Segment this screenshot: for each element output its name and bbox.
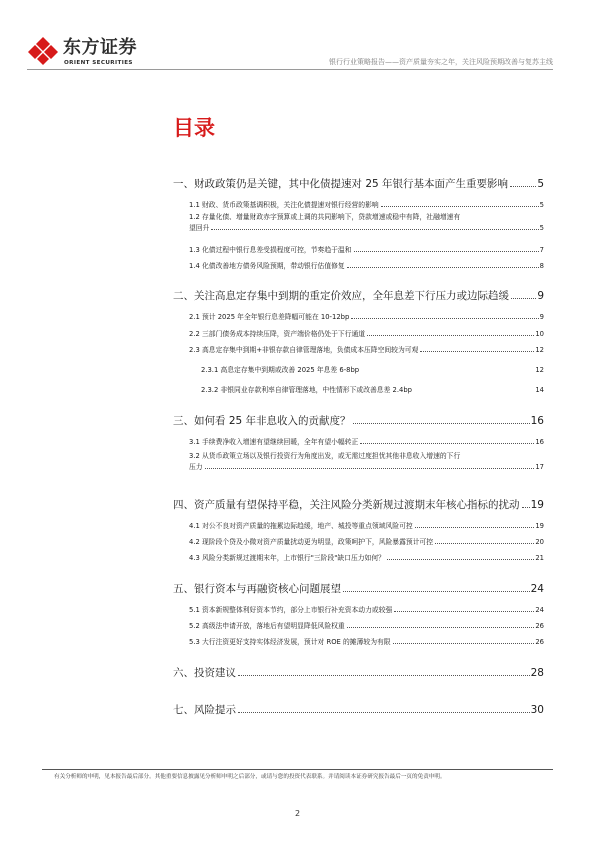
toc-entry-text: 1.4 化债改善地方债务风险预期，带动银行估值修复 (189, 262, 345, 270)
toc-entry-section-7[interactable] (173, 704, 544, 717)
toc-leader-dots (522, 507, 530, 508)
toc-leader-dots (387, 559, 534, 560)
toc-entry-section-1[interactable] (173, 178, 544, 191)
toc-entry-section-6[interactable] (173, 667, 544, 680)
toc-entry-page: 16 (530, 415, 544, 427)
toc-entry-text: 2.3.1 高息定存集中到期或改善 2025 年息差 6-8bp (201, 366, 360, 374)
toc-entry-page: 24 (535, 606, 544, 614)
toc-leader-dots (393, 643, 535, 644)
toc-leader-dots (238, 712, 530, 713)
toc-entry-page: 10 (535, 330, 544, 338)
toc-entry-1-4[interactable] (189, 262, 544, 271)
toc-entry-1-3[interactable] (189, 246, 544, 255)
toc-entry-1-2[interactable] (189, 212, 544, 234)
orient-securities-logo-icon (27, 36, 59, 66)
toc-leader-dots (351, 318, 538, 319)
toc-leader-dots (415, 527, 535, 528)
toc-entry-page: 28 (530, 667, 544, 679)
toc-entry-page: 17 (535, 463, 544, 471)
toc-entry-section-4[interactable] (173, 499, 544, 512)
toc-entry-5-1[interactable] (189, 606, 544, 615)
toc-entry-text: 四、资产质量有望保持平稳，关注风险分类新规过渡期末年核心指标的扰动 (173, 499, 520, 511)
toc-entry-3-2[interactable] (189, 451, 544, 473)
toc-entry-page: 26 (535, 622, 544, 630)
toc-entry-text: 2.3 高息定存集中到期+非银存款自律管理落地，负债成本压降空间较为可观 (189, 346, 419, 354)
toc-entry-page: 19 (535, 522, 544, 530)
toc-entry-text: 五、银行资本与再融资核心问题展望 (173, 583, 341, 595)
toc-entry-text: 5.2 高级法申请开放，落地后有望明显降低风险权重 (189, 622, 345, 630)
toc-entry-2-3[interactable] (189, 346, 544, 355)
toc-entry-page: 5 (537, 178, 544, 190)
header-divider (27, 69, 553, 70)
toc-entry-text: 二、关注高息定存集中到期的重定价效应，全年息差下行压力或边际趋缓 (173, 290, 509, 302)
toc-entry-2-1[interactable] (189, 313, 544, 322)
toc-entry-1-1[interactable] (189, 201, 544, 210)
toc-entry-text-line-1: 3.2 从货币政策立场以及银行投资行为角度出发，或无需过度担忧其他非息收入增速的下行 (189, 452, 461, 460)
toc-entry-text: 一、财政政策仍是关键，其中化债提速对 25 年银行基本面产生重要影响 (173, 178, 509, 190)
toc-entry-3-1[interactable] (189, 438, 544, 447)
toc-entry-text: 七、风险提示 (173, 704, 236, 716)
toc-entry-text: 5.3 大行注资更好支持实体经济发展，预计对 ROE 的摊薄较为有限 (189, 638, 391, 646)
toc-entry-page: 9 (537, 290, 544, 302)
toc-leader-dots (420, 351, 534, 352)
toc-leader-dots (238, 675, 530, 676)
page-number: 2 (294, 809, 301, 818)
toc-entry-text: 2.1 预计 2025 年全年银行息差降幅可能在 10-12bp (189, 313, 350, 321)
report-title: 银行行业策略报告——资产质量夯实之年，关注风险预期改善与复苏主线 (329, 58, 553, 66)
toc-entry-page: 5 (539, 224, 544, 232)
toc-entry-page: 30 (530, 704, 544, 716)
toc-entry-section-2[interactable] (173, 290, 544, 303)
brand-name-cn: 东方证券 (63, 37, 137, 58)
toc-entry-2-3-2[interactable] (201, 386, 544, 395)
toc-leader-dots (360, 443, 534, 444)
toc-entry-page: 26 (535, 638, 544, 646)
toc-entry-page: 19 (530, 499, 544, 511)
toc-leader-dots (347, 627, 535, 628)
toc-entry-page: 16 (535, 438, 544, 446)
toc-entry-2-2[interactable] (189, 330, 544, 339)
toc-entry-page: 24 (530, 583, 544, 595)
toc-entry-4-1[interactable] (189, 522, 544, 531)
toc-entry-page: 14 (535, 386, 544, 394)
toc-entry-5-3[interactable] (189, 638, 544, 647)
toc-leader-dots (347, 267, 539, 268)
toc-entry-4-3[interactable] (189, 554, 544, 563)
toc-entry-text: 3.1 手续费净收入增速有望继续回暖，全年有望小幅转正 (189, 438, 359, 446)
toc-entry-text-line-2: 压力 17 (189, 463, 544, 471)
toc-leader-dots (353, 423, 530, 424)
toc-entry-section-5[interactable] (173, 583, 544, 596)
toc-leader-dots (510, 186, 536, 187)
toc-entry-4-2[interactable] (189, 538, 544, 547)
toc-entry-5-2[interactable] (189, 622, 544, 631)
toc-entry-page: 21 (535, 554, 544, 562)
toc-entry-text: 2.3.2 非银同业存款利率自律管理落地，中性情形下或改善息差 2.4bp (201, 386, 412, 394)
toc-leader-dots (394, 611, 534, 612)
toc-entry-page: 12 (535, 346, 544, 354)
toc-entry-text: 5.1 资本新规整体利好资本节约，部分上市银行补充资本动力或较强 (189, 606, 393, 614)
toc-entry-page: 20 (535, 538, 544, 546)
footer-disclaimer: 有关分析师的申明，见本报告最后部分。其他重要信息披露见分析师申明之后部分，或请与您的投资代表联系。并请阅读本证券研究报告最后一页的免责申明。 (54, 774, 446, 780)
toc-entry-page: 12 (535, 366, 544, 374)
toc-title: 目录 (173, 116, 215, 140)
toc-entry-text: 三、如何看 25 年非息收入的贡献度？ (173, 415, 351, 427)
toc-entry-text: 4.3 风险分类新规过渡期末年，上市银行"三阶段"缺口压力如何？ (189, 554, 385, 562)
toc-entry-text: 六、投资建议 (173, 667, 236, 679)
toc-entry-page: 9 (539, 313, 544, 321)
toc-entry-text: 1.3 化债过程中银行息差受损程度可控，节奏趋于温和 (189, 246, 352, 254)
toc-entry-text: 4.1 对公不良对资产质量的拖累边际趋缓，地产、城投等重点领域风险可控 (189, 522, 413, 530)
toc-leader-dots (511, 298, 536, 299)
toc-leader-dots (211, 229, 538, 230)
brand-name-en: ORIENT SECURITIES (64, 60, 133, 66)
toc-leader-dots (381, 206, 539, 207)
toc-entry-page: 5 (539, 201, 544, 209)
toc-entry-2-3-1[interactable] (201, 366, 544, 375)
footer-divider (42, 769, 553, 770)
toc-leader-dots (343, 591, 530, 592)
toc-leader-dots (435, 543, 534, 544)
toc-entry-page: 7 (539, 246, 544, 254)
toc-entry-text: 2.2 三部门债务成本持续压降，资产端价格仍处于下行通道 (189, 330, 366, 338)
toc-entry-text: 1.1 财政、货币政策基调积极，关注化债提速对银行经营的影响 (189, 201, 379, 209)
toc-leader-dots (354, 251, 539, 252)
toc-entry-text-line-2: 望回升 5 (189, 224, 544, 232)
toc-leader-dots (367, 335, 534, 336)
toc-entry-page: 8 (539, 262, 544, 270)
toc-entry-section-3[interactable] (173, 415, 544, 428)
toc-entry-text-line-1: 1.2 存量化债、增量财政赤字预算或上调的共同影响下，贷款增速或稳中有降，社融增速有 (189, 213, 461, 221)
toc-leader-dots (205, 468, 535, 469)
toc-entry-text: 4.2 现阶段个贷及小微对资产质量扰动更为明显，政策呵护下，风险暴露预计可控 (189, 538, 434, 546)
